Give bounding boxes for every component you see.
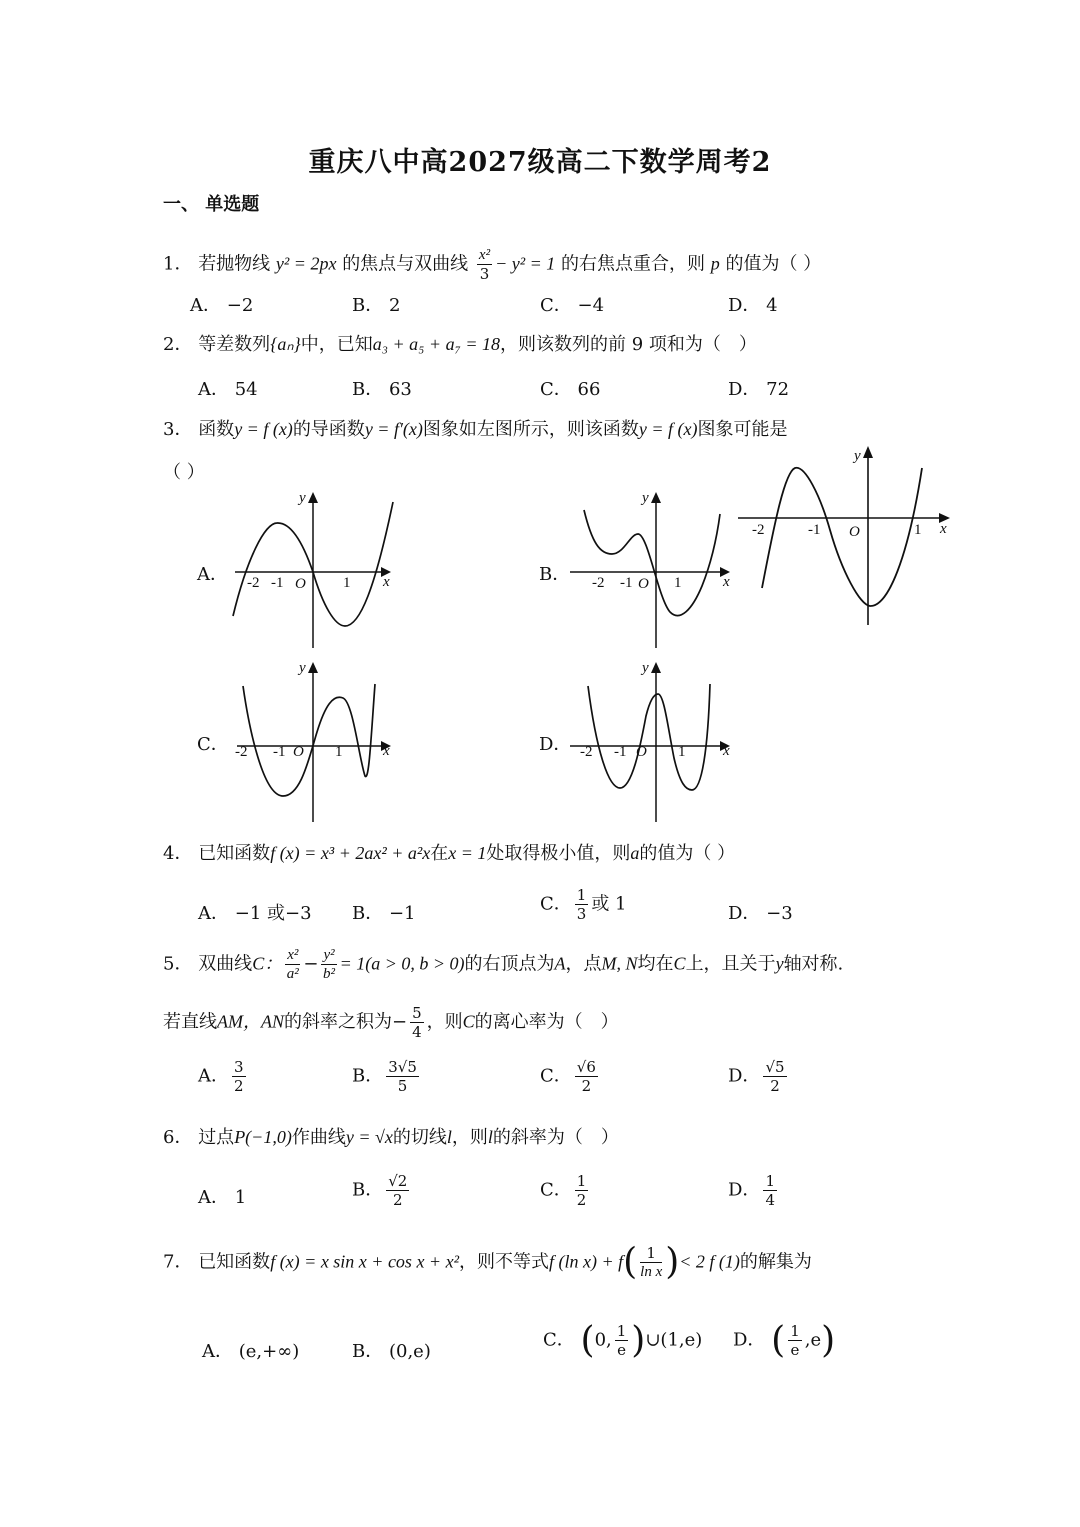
q5-text-5: 上，且关于 [685, 953, 776, 975]
q4-condition: x = 1 [448, 843, 487, 863]
right-paren: ) [665, 1241, 680, 1283]
tick-label-1: 1 [343, 575, 351, 591]
q6-option-d-label: D． [728, 1179, 761, 1201]
q3-graph-d[interactable] [568, 658, 743, 823]
q5-y-axis-var: y [775, 953, 784, 974]
y-axis-arrow [651, 492, 661, 503]
q7-option-a[interactable] [202, 1337, 299, 1363]
q2-option-a[interactable] [198, 375, 258, 401]
q1-option-d-text: 4 [766, 295, 778, 316]
q2-option-b-text: 63 [388, 379, 412, 400]
q4-function: f (x) = x³ + 2ax² + a²x [270, 843, 431, 863]
question-5: 5． 双曲线C： $\frac{\text{x²}}{\text{a²}}$ − $\frac{\text{y²}}{\text{b²}}$ = 1(a > 0, b > 0)的右顶点为A，点M, N均在C上，且关于y轴对称. [163, 947, 844, 982]
q7-option-c-frac [615, 1322, 629, 1359]
left-paren: ( [623, 1241, 638, 1283]
q6-option-d-den: 4 [765, 1191, 775, 1209]
q5-frac-y [321, 946, 336, 983]
q4-option-a[interactable] [198, 899, 312, 925]
q3-graph-b-label[interactable]: B． [539, 564, 571, 585]
q7-inequality-1: f (ln x) + f [548, 1251, 624, 1272]
q7-number: 7． [163, 1251, 193, 1273]
q1-option-c[interactable] [540, 291, 604, 317]
q7-option-d-num: 1 [790, 1322, 800, 1340]
q7-option-c-label: C． [543, 1329, 575, 1351]
q5-line2-text-4: 的离心率为（ ） [474, 1011, 619, 1033]
q1-option-c-label: C． [540, 295, 572, 316]
q5-point-a: A [554, 953, 566, 974]
q7-text-2: ，则不等式 [458, 1251, 549, 1273]
tick-label-m1: -1 [808, 522, 821, 538]
origin-label: O [849, 524, 860, 540]
q7-option-d-post: ,e [804, 1329, 822, 1351]
q4-text-4: 的值为（ ） [639, 843, 736, 864]
q6-option-c-frac [575, 1172, 589, 1209]
graph-c-curve [243, 684, 375, 796]
x-axis-label: x [383, 574, 390, 590]
q7-frac-den: ln x [640, 1264, 663, 1280]
q6-text-4: ，则 [451, 1127, 488, 1148]
q4-option-d-label: D． [728, 903, 761, 924]
origin-label: O [293, 744, 304, 760]
y-axis-arrow [308, 492, 318, 503]
q5-number: 5． [163, 953, 193, 975]
q7-option-c-pre: 0, [594, 1329, 612, 1351]
q4-text-2: 在 [430, 843, 449, 864]
q5-text-6: 轴对称. [783, 953, 844, 975]
q7-option-d-label: D． [733, 1329, 766, 1351]
q1-number: 1． [163, 253, 193, 275]
q1-text-4: 的值为（ ） [725, 253, 822, 275]
q4-text-3: 处取得极小值，则 [486, 843, 631, 864]
q5-frac-x [285, 946, 300, 983]
q3-graph-a-label[interactable]: A． [197, 564, 228, 585]
question-3 [163, 416, 788, 443]
q4-var: a [630, 843, 640, 863]
y-axis-arrow [651, 662, 661, 673]
q1-option-b[interactable] [352, 291, 400, 317]
q3-answer-paren: （ ） [163, 462, 205, 483]
q2-option-d-label: D． [728, 379, 761, 400]
q7-option-c-den: e [617, 1341, 626, 1359]
q7-frac [640, 1244, 662, 1281]
q2-number: 2． [163, 334, 193, 355]
q1-parabola-eq: y² = 2px [275, 253, 337, 274]
q5-curve-name-2: C [673, 953, 686, 974]
q4-option-d[interactable] [728, 899, 793, 925]
q6-point: P(−1,0) [234, 1127, 292, 1147]
q6-option-c[interactable] [540, 1172, 591, 1209]
graph-b-curve [584, 510, 720, 616]
q5-line2-text-2: 的斜率之积为− [284, 1011, 408, 1033]
question-1 [163, 246, 821, 283]
section-heading: 一、 单选题 [163, 194, 260, 215]
q3-number: 3． [163, 419, 193, 440]
graph-d-curve [588, 684, 710, 790]
tick-label-m2: -2 [752, 522, 765, 538]
q5-option-a-num: 3 [234, 1058, 244, 1076]
q5-text-4: 均在 [637, 953, 674, 975]
tick-label-m2: -2 [592, 575, 605, 591]
q2-option-c[interactable] [540, 375, 600, 401]
y-axis-label: y [642, 660, 649, 676]
q5-text-1: 双曲线 [198, 953, 253, 975]
q4-text-1: 已知函数 [198, 843, 271, 864]
q7-frac-num: 1 [640, 1244, 662, 1263]
q5-option-d[interactable] [728, 1058, 790, 1095]
q1-option-b-label: B． [352, 295, 384, 316]
page-title: 重庆八中高2027级高二下数学周考2 [308, 147, 772, 178]
q5-lines: AM，AN [217, 1011, 284, 1032]
q6-option-c-num: 1 [576, 1172, 587, 1190]
q6-tangent: l [446, 1127, 452, 1147]
y-axis-arrow [863, 446, 873, 458]
q5-option-d-num: √5 [765, 1058, 785, 1076]
q4-option-c-num: 1 [576, 886, 587, 904]
q6-option-b-label: B． [352, 1179, 384, 1201]
question-4 [163, 840, 735, 867]
q5-option-d-label: D． [728, 1065, 761, 1087]
left-paren: ( [771, 1320, 786, 1361]
q7-text-1: 已知函数 [198, 1251, 271, 1273]
q5-slope-frac [410, 1004, 424, 1041]
y-axis-label: y [642, 490, 649, 506]
q3-graph-c[interactable] [225, 658, 400, 823]
q5-equation-rest: = 1(a > 0, b > 0) [339, 953, 465, 974]
tick-label-m2: -2 [235, 744, 248, 760]
q7-option-b-label: B． [352, 1341, 384, 1362]
q4-option-c-den: 3 [576, 905, 587, 923]
q7-option-c[interactable] [543, 1320, 702, 1361]
q3-func-2: y = f′(x) [364, 419, 423, 439]
q6-option-a-label: A． [198, 1187, 229, 1208]
q6-option-d-frac [763, 1172, 777, 1209]
q7-option-d-frac [788, 1322, 802, 1359]
question-5-line-2 [163, 1004, 619, 1041]
q5-line2-text-3: ，则 [426, 1011, 463, 1033]
q2-option-c-label: C． [540, 379, 572, 400]
right-paren: ) [631, 1320, 646, 1361]
q5-frac-y-num: y² [323, 947, 335, 963]
q2-option-d-text: 72 [766, 379, 790, 400]
q6-curve: y = √x [345, 1127, 393, 1147]
q4-option-c-text: 或 1 [591, 893, 627, 915]
question-7 [163, 1241, 812, 1283]
q5-option-c-num: √6 [576, 1058, 596, 1076]
q5-line2-text-1: 若直线 [163, 1011, 217, 1033]
tick-label-1: 1 [678, 744, 686, 760]
q6-text-3: 的切线 [392, 1127, 447, 1148]
q2-option-d[interactable] [728, 375, 789, 401]
q4-option-b-text: −1 [388, 903, 416, 924]
q6-option-c-den: 2 [576, 1191, 587, 1209]
q1-text-1: 若抛物线 [198, 253, 271, 275]
q1-text-3: 的右焦点重合，则 [561, 253, 705, 275]
q4-option-a-text: −1 或−3 [234, 903, 312, 924]
y-axis-label: y [854, 448, 861, 464]
q4-number: 4． [163, 843, 193, 864]
q5-curve-name: C： [252, 953, 283, 974]
q5-option-b-num: 3√5 [388, 1058, 417, 1076]
q7-option-a-text: (e,+∞) [238, 1341, 300, 1362]
right-paren: ) [821, 1320, 836, 1361]
q3-text-2: 的导函数 [292, 419, 365, 440]
q6-option-d-num: 1 [765, 1172, 775, 1190]
q2-equation: a₃ + a₅ + a₇ = 18 [372, 334, 500, 354]
q7-option-c-num: 1 [616, 1322, 627, 1340]
q6-option-c-label: C． [540, 1179, 572, 1201]
q3-text-3: 图象如左图所示，则该函数 [422, 419, 639, 440]
q1-option-d[interactable] [728, 291, 778, 317]
q1-frac-num: x² [478, 247, 491, 263]
q2-option-b-label: B． [352, 379, 384, 400]
q5-option-d-den: 2 [770, 1077, 780, 1095]
tick-label-m1: -1 [273, 744, 286, 760]
q2-option-a-label: A． [198, 379, 229, 400]
q2-option-a-text: 54 [234, 379, 258, 400]
origin-label: O [638, 576, 649, 592]
q7-option-b-text: (0,e) [388, 1341, 431, 1362]
q6-text-2: 作曲线 [291, 1127, 346, 1148]
q1-option-b-text: 2 [388, 295, 401, 316]
q7-option-d[interactable] [733, 1320, 835, 1361]
q6-tangent-2: l [487, 1127, 493, 1147]
q5-text-3: ，点 [565, 953, 602, 975]
y-axis-label: y [299, 660, 306, 676]
tick-label-1: 1 [914, 522, 922, 538]
tick-label-m1: -1 [620, 575, 633, 591]
q6-option-b-frac [386, 1172, 409, 1209]
q5-curve-name-3: C [462, 1011, 475, 1032]
q1-option-a[interactable] [190, 291, 253, 317]
q3-graph-b[interactable] [568, 488, 743, 648]
tick-label-1: 1 [335, 744, 343, 760]
q6-option-b-den: 2 [393, 1191, 403, 1209]
q5-option-c-frac [575, 1058, 598, 1095]
q2-option-c-text: 66 [577, 379, 601, 400]
q1-hyperbola-frac [477, 246, 492, 283]
q5-option-a-label: A． [198, 1065, 229, 1087]
q6-option-a-text: 1 [234, 1187, 247, 1208]
q1-option-d-label: D． [728, 295, 761, 316]
q1-frac-den: 3 [479, 265, 490, 283]
q2-option-b[interactable] [352, 375, 412, 401]
q7-inequality-2: < 2 f (1) [679, 1251, 740, 1272]
q2-text-3: ，则该数列的前 9 项和为（ ） [499, 334, 757, 355]
q4-option-c-frac [575, 886, 589, 923]
origin-label: O [636, 744, 647, 760]
q3-graph-a[interactable] [225, 488, 400, 648]
q7-option-a-label: A． [202, 1341, 233, 1362]
q3-func-3: y = f (x) [638, 419, 698, 439]
q6-option-a[interactable] [198, 1183, 246, 1209]
q5-option-b-frac [386, 1058, 419, 1095]
q6-option-b[interactable] [352, 1172, 412, 1209]
q5-frac-y-den: b² [323, 966, 336, 982]
derivative-curve [762, 468, 922, 606]
q2-text-2: 中，已知 [300, 334, 373, 355]
q4-option-c-label: C． [540, 893, 572, 915]
q1-option-a-label: A． [190, 295, 221, 316]
q6-number: 6． [163, 1127, 193, 1148]
q3-graph-d-label[interactable]: D． [539, 734, 572, 755]
tick-label-m1: -1 [271, 575, 284, 591]
q7-text-3: 的解集为 [739, 1251, 812, 1273]
tick-label-1: 1 [674, 575, 682, 591]
q6-option-b-num: √2 [388, 1172, 408, 1190]
y-axis-label: y [299, 490, 306, 506]
tick-label-m1: -1 [614, 744, 627, 760]
q5-text-2: 的右顶点为 [464, 953, 555, 975]
q2-sequence: {aₙ} [270, 334, 301, 354]
q1-var: p [710, 253, 720, 274]
y-axis-arrow [308, 662, 318, 673]
q4-option-b[interactable] [352, 899, 416, 925]
q6-option-d[interactable] [728, 1172, 780, 1209]
q5-frac-x-den: a² [286, 966, 299, 982]
q1-option-a-text: −2 [226, 295, 254, 316]
q4-option-c[interactable] [540, 886, 627, 923]
q7-option-d-den: e [790, 1341, 800, 1359]
tick-label-m2: -2 [247, 575, 260, 591]
q5-frac-x-num: x² [287, 947, 299, 963]
q5-points-mn: M, N [601, 953, 638, 974]
x-axis-label: x [723, 743, 730, 759]
q2-text-1: 等差数列 [198, 334, 271, 355]
q4-option-a-label: A． [198, 903, 229, 924]
q3-graph-c-label[interactable]: C． [197, 734, 229, 755]
q5-option-b[interactable] [352, 1058, 422, 1095]
q5-option-a[interactable] [198, 1058, 249, 1095]
q6-text-1: 过点 [198, 1127, 235, 1148]
q3-text-1: 函数 [198, 419, 235, 440]
question-6 [163, 1124, 619, 1151]
q5-option-b-label: B． [352, 1065, 384, 1087]
q7-option-c-post: ∪(1,e) [645, 1329, 703, 1351]
question-2 [163, 331, 757, 358]
q5-option-a-den: 2 [234, 1077, 244, 1095]
q1-option-c-text: −4 [577, 295, 605, 316]
q1-text-2: 的焦点与双曲线 [342, 253, 469, 275]
x-axis-label: x [723, 574, 730, 590]
q1-hyperbola-rest: − y² = 1 [495, 253, 556, 274]
q5-option-c-den: 2 [581, 1077, 592, 1095]
tick-label-m2: -2 [580, 744, 593, 760]
q3-func-1: y = f (x) [234, 419, 293, 439]
q3-derivative-graph [730, 440, 970, 640]
x-axis-label: x [383, 743, 390, 759]
origin-label: O [295, 576, 306, 592]
x-axis-label: x [940, 521, 947, 537]
q5-slope-den: 4 [412, 1023, 422, 1041]
q7-function: f (x) = x sin x + cos x + x² [270, 1251, 459, 1272]
q5-option-c[interactable] [540, 1058, 601, 1095]
q5-option-d-frac [763, 1058, 786, 1095]
q5-slope-num: 5 [412, 1004, 422, 1022]
q6-text-5: 的斜率为（ ） [492, 1127, 619, 1148]
q4-option-b-label: B． [352, 903, 384, 924]
q3-text-4: 图象可能是 [697, 419, 788, 440]
q7-option-b[interactable] [352, 1337, 431, 1363]
q5-option-c-label: C． [540, 1065, 572, 1087]
q5-option-b-den: 5 [397, 1077, 408, 1095]
q4-option-d-text: −3 [766, 903, 793, 924]
q5-option-a-frac [232, 1058, 246, 1095]
left-paren: ( [580, 1320, 595, 1361]
